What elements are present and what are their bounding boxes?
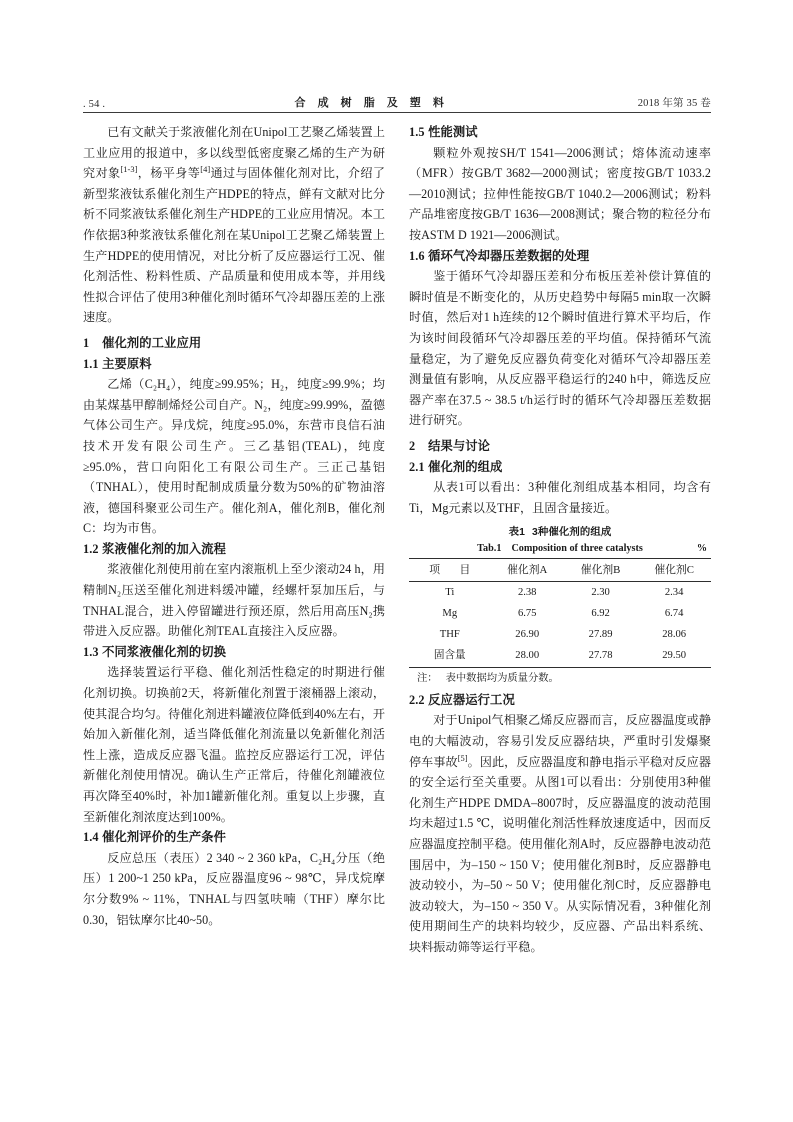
section-title-1-4: 催化剂评价的生产条件 xyxy=(102,830,227,845)
column-header-catalyst-c: 催化剂C xyxy=(637,559,711,582)
cell-item: Ti xyxy=(445,587,455,599)
paragraph-1-1: 乙烯（C₂H₄），纯度≥99.95%；H₂，纯度≥99.9%；均由某煤基甲醇制烯烃公司自产。N₂，纯度≥99.99%，盈德气体公司生产。异戊烷，纯度≥95.0%，东营市良信石油技术开发有限公司生产。三乙基铝(TEAL)，纯度≥95.0%，营口向阳化工有限公司生产。三正己基铝（TNHAL），使用时配制成质量分数为50%的矿物油溶液，德国科聚亚公司生产。催化剂A，催化剂B，催化剂C：均为市售。 xyxy=(83,377,385,536)
section-heading-1-1 xyxy=(83,354,385,375)
cell-value-b: 6.92 xyxy=(591,608,610,620)
cell-item: THF xyxy=(439,629,460,641)
table-body xyxy=(409,582,711,668)
section-heading-2-1 xyxy=(409,457,711,478)
table-composition xyxy=(409,558,711,668)
table-row xyxy=(409,582,711,604)
table-row xyxy=(409,624,711,645)
page-folio: . 54 . xyxy=(83,99,106,110)
cell-item: Mg xyxy=(442,608,458,620)
paragraph-2-1: 从表1可以看出：3种催化剂组成基本相同，均含有Ti，Mg元素以及THF，且固含量接近。 xyxy=(409,480,711,515)
section-heading-1-3 xyxy=(83,642,385,663)
section-title-2: 结果与讨论 xyxy=(428,438,491,453)
section-heading-1-2 xyxy=(83,539,385,560)
paragraph-1-6: 鉴于循环气冷却器压差和分布板压差补偿计算值的瞬时值是不断变化的，从历史趋势中每隔5 min取一次瞬时值，然后对1 h连续的12个瞬时值进行算术平均后，作为该时间段循环气冷却器压差的平均值。保持循环气流量稳定，为了避免反应器负荷变化对循环气冷却器压差测量值有影响，从反应器平稳运行的240 h中，筛选反应器产率在37.5 ~ 38.5 t/h运行时的循环气冷却器压差数据进行研究。 xyxy=(409,269,711,428)
cell-value-c: 6.74 xyxy=(664,608,684,620)
table-caption-cn xyxy=(409,525,711,541)
section-number-1: 1 xyxy=(83,335,90,350)
section-heading-2-2 xyxy=(409,690,711,711)
table-caption-cn-number: 表1 xyxy=(508,527,526,539)
paragraph-1-2: 浆液催化剂使用前在室内滚瓶机上至少滚动24 h，用精制N₂压送至催化剂进料缓冲罐，经螺杆泵加压后，与TNHAL混合，进入停留罐进行预还原，然后用高压N₂携带进入反应器。助催化剂TEAL直接注入反应器。 xyxy=(83,562,385,639)
cell-value-b: 27.89 xyxy=(588,629,613,641)
cell-value-c: 29.50 xyxy=(662,650,687,662)
intro-text-a: 已有文献关于浆液催化剂在Unipol工艺聚乙烯装置上工业应用的报道中，多以线型低密度聚乙烯的生产为研究对象 xyxy=(83,125,385,181)
column-header-catalyst-b: 催化剂B xyxy=(564,559,637,582)
section-heading-1-6 xyxy=(409,246,711,267)
intro-text-c: 通过与固体催化剂对比，介绍了新型浆液钛系催化剂生产HDPE的特点，鲜有文献对比分析不同浆液钛系催化剂生产HDPE的工业应用情况。本工作依据3种浆液钛系催化剂在某Unipol工艺聚乙烯装置上生产HDPE的使用情况，对比分析了反应器运行工况、催化剂活性、粉料性质、产品质量和使用成本等，并用线性拟合评估了使用3种催化剂时循环气冷却器压差的上涨速度。 xyxy=(83,166,385,325)
reference-marker-1: [1-3] xyxy=(120,165,138,175)
table-unit: % xyxy=(696,543,707,555)
paragraph-2-2-text-b: 。因此，反应器温度和静电指示平稳对反应器的安全运行至关重要。从图1可以看出：分别使用3种催化剂生产HDPE DMDA–8007时，反应器温度的波动范围均未超过1.5 ℃，说明催化剂活性释放速度适中，因而反应器温度控制平稳。使用催化剂A时，反应器静电波动范围居中，为–150 ~ 150 V；使用催化剂B时，反应器静电波动较小，为–50 ~ 50 V；使用催化剂C时，反应器静电波动较大，为–150 ~ 350 V。从实际情况看，3种催化剂使用期间生产的块料均较少，反应器、产品出料系统、块料振动筛等运行平稳。 xyxy=(409,754,711,954)
cell-value-b: 27.78 xyxy=(588,650,613,662)
paragraph-1-5: 颗粒外观按SH/T 1541—2006测试；熔体流动速率（MFR）按GB/T 3682—2000测试；密度按GB/T 1033.2—2010测试；拉伸性能按GB/T 1040.2—2006测试；粉料产品堆密度按GB/T 1636—2008测试；聚合物的粒径分布按ASTM D 1921—2006测试。 xyxy=(409,145,711,242)
header-rule xyxy=(83,112,711,113)
table-head xyxy=(409,559,711,582)
volume-info: 2018 年第 35 卷 xyxy=(637,98,711,109)
section-title-2-1: 催化剂的组成 xyxy=(428,459,503,474)
table-caption-cn-title: 3种催化剂的组成 xyxy=(532,527,612,539)
section-heading-1-5 xyxy=(409,122,711,143)
cell-value-c: 2.34 xyxy=(664,587,684,599)
section-title-1-5: 性能测试 xyxy=(428,125,478,139)
section-heading-1-4 xyxy=(83,827,385,848)
table-row xyxy=(409,603,711,624)
cell-value-b: 2.30 xyxy=(591,587,610,599)
spacer-2 xyxy=(409,431,711,435)
paragraph-2-2 xyxy=(409,710,711,957)
section-number-2-1: 2.1 xyxy=(409,459,425,474)
table-caption-en-number: Tab.1 xyxy=(477,543,502,555)
section-number-2-2: 2.2 xyxy=(409,692,425,707)
section-number-1-2: 1.2 xyxy=(83,541,99,556)
table-caption-en xyxy=(409,541,711,557)
paragraph-1-4: 反应总压（表压）2 340 ~ 2 360 kPa，C₂H₄分压（绝压）1 200~1 250 kPa，反应器温度96 ~ 98℃，异戊烷摩尔分数9% ~ 11%，TNHAL与四氢呋喃（THF）摩尔比0.30，铝钛摩尔比40~50。 xyxy=(83,850,385,927)
table-1-block xyxy=(409,525,711,687)
section-number-1-3: 1.3 xyxy=(83,644,99,659)
table-note-text: 表中数据均为质量分数。 xyxy=(445,672,559,684)
section-title-1-2: 浆液催化剂的加入流程 xyxy=(102,541,227,556)
cell-value-a: 6.75 xyxy=(517,608,537,620)
cell-value-a: 28.00 xyxy=(515,650,540,662)
section-title-1-1: 主要原料 xyxy=(102,356,152,371)
reference-marker-5: [5] xyxy=(457,753,468,763)
table-note-label: 注： xyxy=(417,672,438,684)
intro-text-b: ，杨平身等 xyxy=(137,166,201,181)
section-number-2: 2 xyxy=(409,438,416,453)
cell-value-a: 2.38 xyxy=(517,587,537,599)
two-column-body xyxy=(83,122,711,958)
intro-paragraph xyxy=(83,122,385,328)
table-caption-en-title: Composition of three catalysts xyxy=(511,543,643,555)
paragraph-1-3: 选择装置运行平稳、催化剂活性稳定的时期进行催化剂切换。切换前2天，将新催化剂置于滚桶器上滚动，使其混合均匀。待催化剂进料罐液位降低到40%左右，开始加入新催化剂，适当降低催化剂流量以免新催化剂活性上涨，造成反应器飞温。监控反应器运行工况，评估新催化剂使用情况。确认生产正常后，待催化剂罐液位再次降至40%时，补加1罐新催化剂。重复以上步骤，直至新催化剂浓度达到100%。 xyxy=(83,665,385,824)
right-column xyxy=(409,122,711,958)
reference-marker-4: [4] xyxy=(200,165,211,175)
journal-title: 合 成 树 脂 及 塑 料 xyxy=(294,97,449,109)
column-header-item: 项 目 xyxy=(409,559,491,582)
column-header-catalyst-a: 催化剂A xyxy=(491,559,564,582)
section-title-2-2: 反应器运行工况 xyxy=(428,692,515,707)
section-number-1-4: 1.4 xyxy=(83,830,99,845)
section-heading-2 xyxy=(409,436,711,457)
section-title-1: 催化剂的工业应用 xyxy=(102,335,202,350)
section-heading-1 xyxy=(83,333,385,354)
cell-item: 固含量 xyxy=(433,650,466,662)
section-number-1-1: 1.1 xyxy=(83,356,99,371)
spacer xyxy=(83,328,385,332)
cell-value-a: 26.90 xyxy=(515,629,540,641)
section-title-1-3: 不同浆液催化剂的切换 xyxy=(102,644,227,659)
section-number-1-5: 1.5 xyxy=(409,125,425,139)
left-column xyxy=(83,122,385,958)
running-head xyxy=(83,88,711,110)
table-note xyxy=(409,670,711,687)
paragraph-2-2-text-a: 对于Unipol气相聚乙烯反应器而言，反应器温度或静电的大幅波动，容易引发反应器结块，严重时引发爆聚停车事故 xyxy=(409,713,711,769)
cell-value-c: 28.06 xyxy=(662,629,687,641)
section-title-1-6: 循环气冷却器压差数据的处理 xyxy=(428,248,590,263)
table-header-row xyxy=(409,559,711,582)
table-row xyxy=(409,645,711,667)
section-number-1-6: 1.6 xyxy=(409,248,425,263)
